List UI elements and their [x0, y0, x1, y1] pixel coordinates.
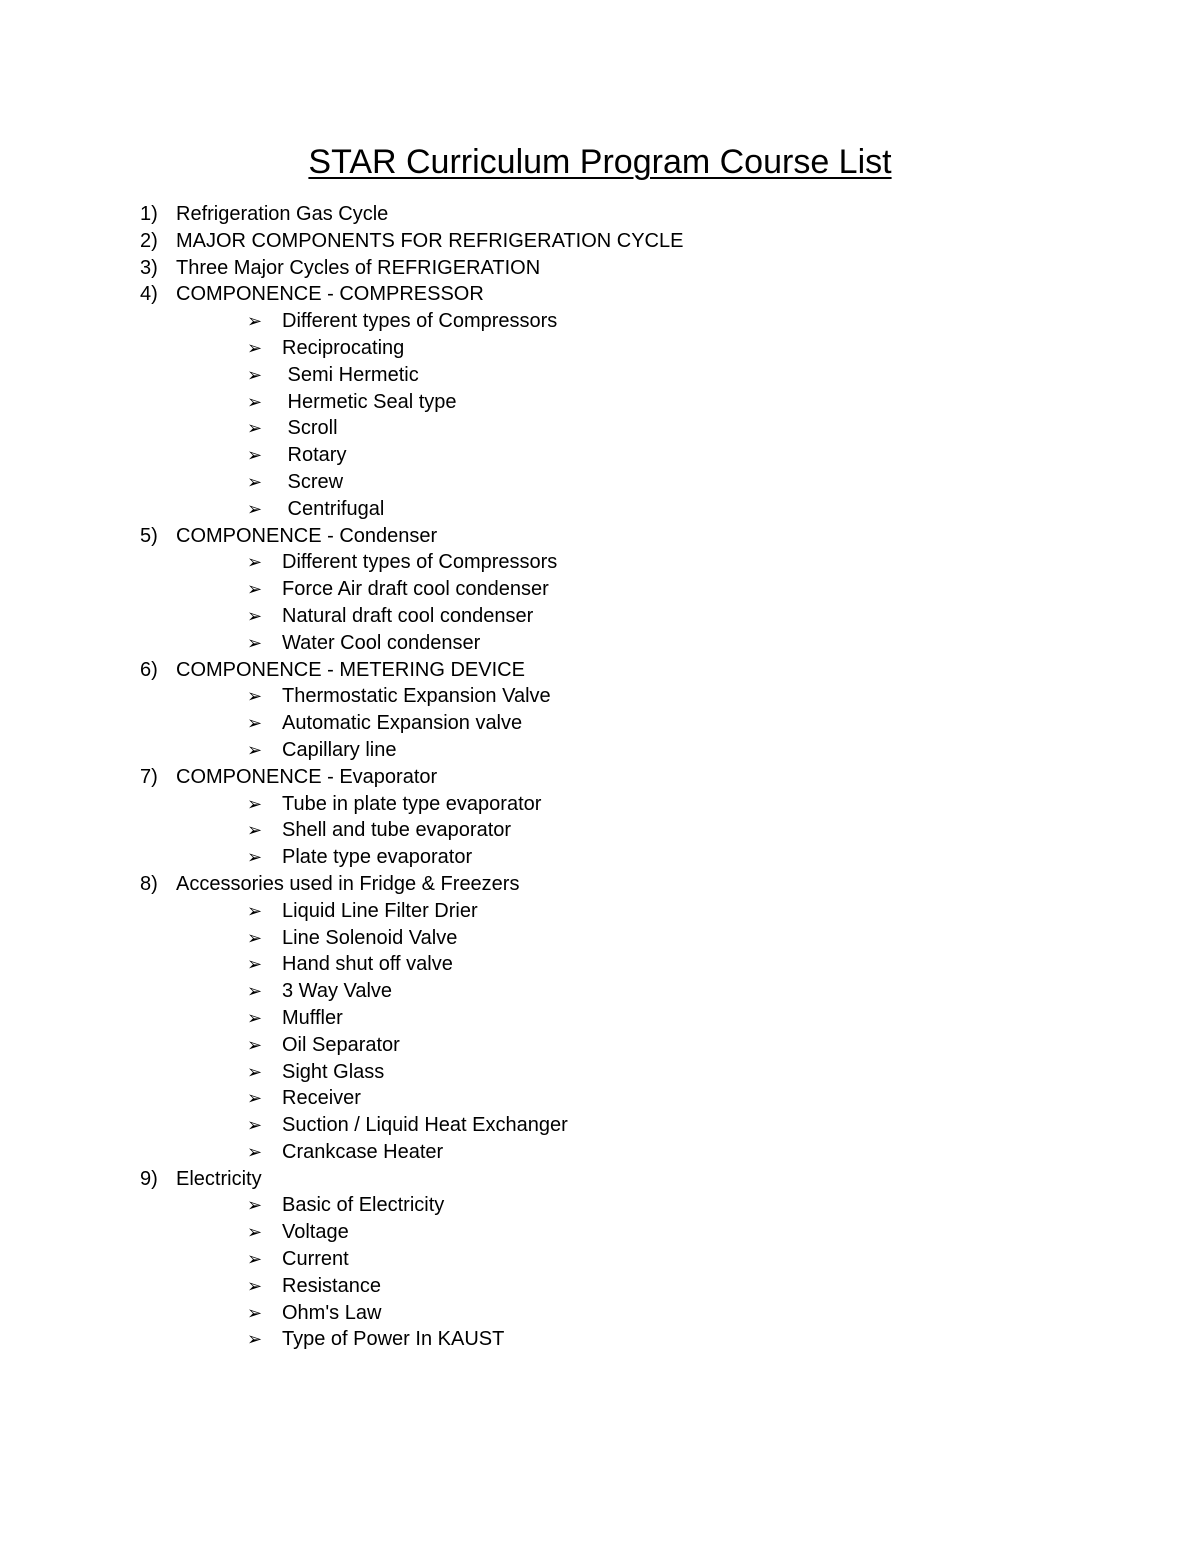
- course-subitem-text: Screw: [282, 470, 344, 493]
- course-subitem-text: Natural draft cool condenser: [282, 604, 534, 627]
- course-subitem-text: Type of Power In KAUST: [282, 1328, 505, 1351]
- course-list: [140, 201, 1140, 1353]
- arrow-bullet-icon: ➢: [247, 1061, 263, 1082]
- course-subitem: [140, 925, 1140, 952]
- course-subitem-text: 3 Way Valve: [282, 980, 393, 1003]
- arrow-bullet-icon: ➢: [247, 337, 263, 358]
- arrow-bullet-icon: ➢: [247, 445, 263, 466]
- course-subitem: [140, 362, 1140, 389]
- course-subitem: [140, 951, 1140, 978]
- course-subitem: [140, 1326, 1140, 1353]
- course-subitem: [140, 603, 1140, 630]
- course-subitem: [140, 442, 1140, 469]
- course-subitem: [140, 1273, 1140, 1300]
- arrow-bullet-icon: ➢: [247, 1141, 263, 1162]
- course-item-title: Electricity: [176, 1167, 262, 1190]
- course-subitem: [140, 1112, 1140, 1139]
- course-subitem-text: Shell and tube evaporator: [282, 819, 512, 842]
- arrow-bullet-icon: ➢: [247, 820, 263, 841]
- course-item-number: 3): [140, 256, 158, 279]
- page-title: STAR Curriculum Program Course List: [308, 143, 892, 181]
- course-subitem: [140, 817, 1140, 844]
- course-item-number: 6): [140, 658, 158, 681]
- course-subitem: [140, 844, 1140, 871]
- course-subitem-text: Muffler: [282, 1006, 343, 1029]
- course-subitem-text: Different types of Compressors: [282, 551, 558, 574]
- course-subitem-text: Hermetic Seal type: [282, 390, 457, 413]
- course-subitem-text: Hand shut off valve: [282, 953, 453, 976]
- arrow-bullet-icon: ➢: [247, 471, 263, 492]
- arrow-bullet-icon: ➢: [247, 1007, 263, 1028]
- arrow-bullet-icon: ➢: [247, 900, 263, 921]
- course-item: [140, 228, 1140, 255]
- course-item-title: COMPONENCE - METERING DEVICE: [176, 658, 525, 681]
- course-item: [140, 871, 1140, 898]
- course-subitem: [140, 1300, 1140, 1327]
- course-item-number: 7): [140, 765, 158, 788]
- course-subitem-text: Water Cool condenser: [282, 631, 481, 654]
- course-subitem-text: Sight Glass: [282, 1060, 385, 1083]
- course-subitem-text: Centrifugal: [282, 497, 385, 520]
- course-item: [140, 1166, 1140, 1193]
- arrow-bullet-icon: ➢: [247, 579, 263, 600]
- course-subitem: [140, 496, 1140, 523]
- arrow-bullet-icon: ➢: [247, 847, 263, 868]
- arrow-bullet-icon: ➢: [247, 927, 263, 948]
- course-item: [140, 657, 1140, 684]
- course-subitem: [140, 630, 1140, 657]
- arrow-bullet-icon: ➢: [247, 793, 263, 814]
- arrow-bullet-icon: ➢: [247, 632, 263, 653]
- arrow-bullet-icon: ➢: [247, 1115, 263, 1136]
- course-item-number: 1): [140, 203, 158, 225]
- arrow-bullet-icon: ➢: [247, 364, 263, 385]
- course-subitem: [140, 576, 1140, 603]
- course-subitem-text: Thermostatic Expansion Valve: [282, 685, 551, 708]
- course-item-title: COMPONENCE - COMPRESSOR: [176, 283, 484, 306]
- arrow-bullet-icon: ➢: [247, 498, 263, 519]
- arrow-bullet-icon: ➢: [247, 1195, 263, 1216]
- course-subitem-text: Different types of Compressors: [282, 310, 558, 333]
- arrow-bullet-icon: ➢: [247, 311, 263, 332]
- course-subitem-text: Scroll: [282, 417, 338, 440]
- course-subitem: [140, 389, 1140, 416]
- course-subitem-text: Ohm's Law: [282, 1301, 382, 1324]
- arrow-bullet-icon: ➢: [247, 1088, 263, 1109]
- course-subitem: [140, 1059, 1140, 1086]
- arrow-bullet-icon: ➢: [247, 552, 263, 573]
- course-item-number: 5): [140, 524, 158, 547]
- course-item: [140, 255, 1140, 282]
- course-item-title: MAJOR COMPONENTS FOR REFRIGERATION CYCLE: [176, 229, 684, 252]
- course-subitem: [140, 549, 1140, 576]
- course-subitem-text: Liquid Line Filter Drier: [282, 899, 478, 922]
- course-subitem: [140, 683, 1140, 710]
- course-subitem-text: Crankcase Heater: [282, 1140, 444, 1163]
- course-subitem: [140, 791, 1140, 818]
- course-item: [140, 281, 1140, 308]
- course-subitem: [140, 1139, 1140, 1166]
- course-subitem: [140, 898, 1140, 925]
- course-subitem-text: Basic of Electricity: [282, 1194, 445, 1217]
- course-subitem: [140, 1246, 1140, 1273]
- course-subitem: [140, 1032, 1140, 1059]
- course-subitem: [140, 308, 1140, 335]
- course-subitem: [140, 415, 1140, 442]
- course-item-number: 2): [140, 229, 158, 252]
- course-item-title: COMPONENCE - Evaporator: [176, 765, 438, 788]
- arrow-bullet-icon: ➢: [247, 1249, 263, 1270]
- course-subitem: [140, 335, 1140, 362]
- arrow-bullet-icon: ➢: [247, 1275, 263, 1296]
- arrow-bullet-icon: ➢: [247, 954, 263, 975]
- course-item-number: 4): [140, 283, 158, 306]
- arrow-bullet-icon: ➢: [247, 418, 263, 439]
- course-subitem: [140, 1085, 1140, 1112]
- course-item-number: 8): [140, 872, 158, 895]
- course-subitem: [140, 1005, 1140, 1032]
- course-subitem: [140, 978, 1140, 1005]
- arrow-bullet-icon: ➢: [247, 686, 263, 707]
- course-subitem-text: Plate type evaporator: [282, 846, 473, 869]
- course-subitem-text: Force Air draft cool condenser: [282, 578, 549, 601]
- course-subitem: [140, 710, 1140, 737]
- course-subitem-text: Voltage: [282, 1221, 349, 1244]
- course-subitem-text: Oil Separator: [282, 1033, 400, 1056]
- course-subitem-text: Line Solenoid Valve: [282, 926, 458, 949]
- course-item-number: 9): [140, 1167, 158, 1190]
- course-item-title: Refrigeration Gas Cycle: [176, 203, 389, 225]
- course-item-title: COMPONENCE - Condenser: [176, 524, 438, 547]
- arrow-bullet-icon: ➢: [247, 981, 263, 1002]
- arrow-bullet-icon: ➢: [247, 605, 263, 626]
- course-subitem-text: Resistance: [282, 1274, 381, 1297]
- course-subitem-text: Capillary line: [282, 738, 397, 761]
- course-subitem: [140, 1219, 1140, 1246]
- arrow-bullet-icon: ➢: [247, 1302, 263, 1323]
- course-subitem: [140, 469, 1140, 496]
- arrow-bullet-icon: ➢: [247, 713, 263, 734]
- course-item-title: Accessories used in Fridge & Freezers: [176, 872, 520, 895]
- course-subitem-text: Automatic Expansion valve: [282, 712, 523, 735]
- course-item-title: Three Major Cycles of REFRIGERATION: [176, 256, 541, 279]
- course-subitem-text: Reciprocating: [282, 336, 405, 359]
- course-item: [140, 201, 1140, 228]
- course-subitem-text: Receiver: [282, 1087, 361, 1110]
- course-subitem-text: Rotary: [282, 444, 347, 467]
- course-subitem-text: Tube in plate type evaporator: [282, 792, 542, 815]
- course-subitem-text: Suction / Liquid Heat Exchanger: [282, 1114, 568, 1137]
- arrow-bullet-icon: ➢: [247, 1329, 263, 1350]
- course-subitem-text: Semi Hermetic: [282, 363, 419, 386]
- arrow-bullet-icon: ➢: [247, 391, 263, 412]
- arrow-bullet-icon: ➢: [247, 1034, 263, 1055]
- arrow-bullet-icon: ➢: [247, 1222, 263, 1243]
- course-item: [140, 523, 1140, 550]
- course-subitem-text: Current: [282, 1248, 349, 1271]
- course-subitem: [140, 737, 1140, 764]
- course-subitem: [140, 1192, 1140, 1219]
- arrow-bullet-icon: ➢: [247, 739, 263, 760]
- course-item: [140, 764, 1140, 791]
